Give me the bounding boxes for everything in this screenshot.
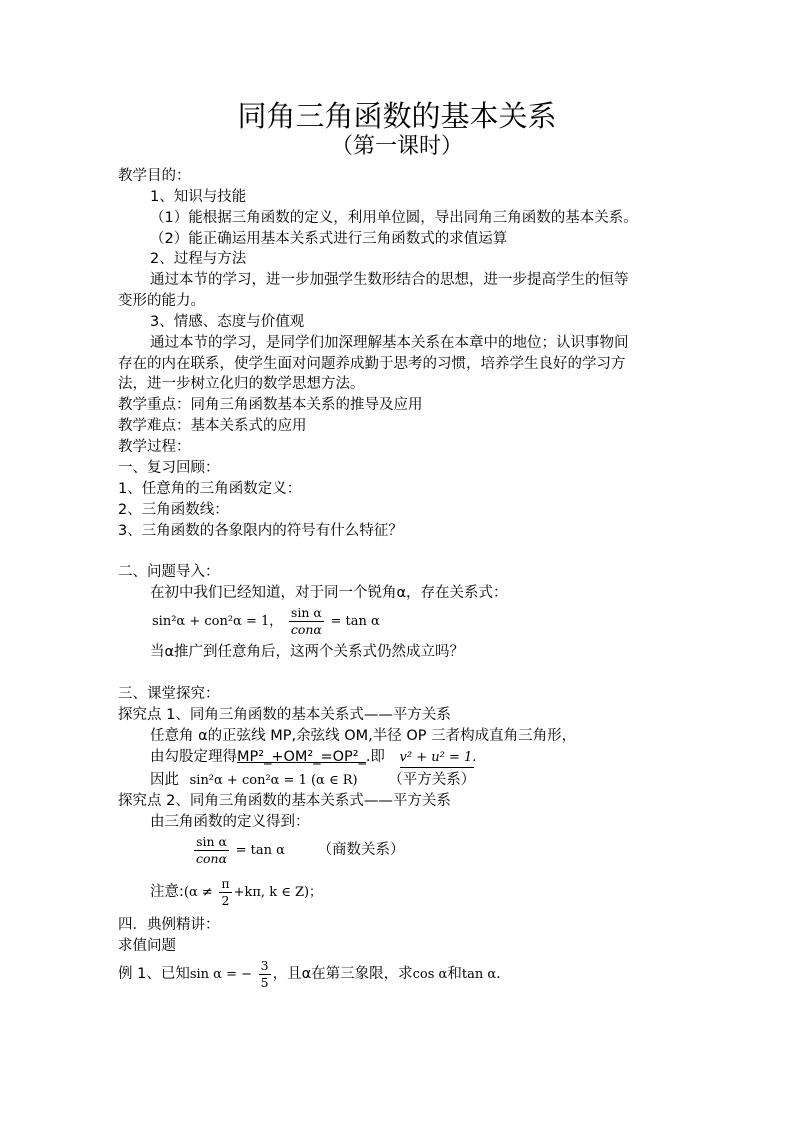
underline-rule (400, 767, 474, 768)
denominator-text: conα (290, 621, 322, 637)
fraction-denominator (289, 621, 324, 638)
text-span: 例 1、已知 (118, 966, 190, 982)
formula-text: cos α (412, 967, 448, 982)
page-title: 同角三角函数的基本关系 (237, 99, 557, 133)
text-line: 存在的内在联系，使学生面对问题养成勤于思考的习惯，培养学生良好的学习方 (118, 356, 626, 372)
fraction-denominator: 5 (260, 974, 269, 990)
text-span: 和 (447, 966, 462, 982)
section-heading: 一、复习回顾： (118, 460, 220, 476)
text-line (150, 770, 475, 791)
fraction (289, 605, 324, 638)
text-line: 求值问题 (118, 938, 176, 954)
formula-text: = tan α (235, 843, 285, 858)
formula-text: = tan α (330, 614, 380, 629)
fraction-numerator: sin α (290, 604, 322, 620)
text-line: 探究点 2、同角三角函数的基本关系式——平方关系 (118, 793, 451, 809)
text-line: 教学重点：同角三角函数基本关系的推导及应用 (118, 397, 423, 413)
fraction-numerator: sin α (196, 833, 227, 849)
fraction-denominator: 2 (219, 892, 231, 909)
text-line: 3、三角函数的各象限内的符号有什么特征？ (118, 523, 403, 539)
underlined-answer: MP²_+OM²_=OP²_ (237, 749, 366, 765)
text-line: 变形的能力。 (118, 293, 205, 309)
formula-quotient (192, 832, 405, 869)
formula-text: v² + u² = 1. (399, 750, 477, 765)
text-span: 注意: (150, 884, 184, 900)
formula-pythagorean-quotient (152, 603, 380, 640)
section-heading: 四．典例精讲： (118, 917, 220, 933)
text-line: 通过本节的学习，进一步加强学生数形结合的思想，进一步提高学生的恒等 (150, 272, 629, 288)
text-line (150, 747, 476, 768)
fraction-numerator: π (221, 875, 230, 891)
text-span: 因此 (150, 772, 179, 788)
text-span: .即 (365, 749, 385, 765)
section-heading: 二、问题导入： (118, 564, 220, 580)
text-line: （1）能根据三角函数的定义，利用单位圆，导出同角三角函数的基本关系。 (150, 210, 638, 226)
fraction (219, 876, 231, 909)
text-line: 任意角 α的正弦线 MP,余弦线 OM,半径 OP 三者构成直角三角形， (150, 728, 577, 744)
text-line: 当α推广到任意角后，这两个关系式仍然成立吗？ (150, 644, 465, 660)
text-line: 2、三角函数线： (118, 502, 229, 518)
text-line: 1、知识与技能 (150, 189, 247, 205)
denominator-text: conα (196, 850, 228, 866)
text-span: 由勾股定理得 (150, 749, 237, 765)
fraction (194, 834, 229, 867)
text-line: 在初中我们已经知道，对于同一个锐角α，存在关系式： (150, 585, 508, 601)
page-subtitle: （第一课时） (330, 134, 463, 159)
text-span: ，且α在第三象限，求 (272, 966, 413, 982)
formula-text: (α ≠ (183, 885, 213, 900)
text-line (150, 874, 322, 911)
example-line (118, 955, 501, 994)
text-line: 教学过程： (118, 439, 191, 455)
text-line: 1、任意角的三角函数定义： (118, 481, 302, 497)
formula-text: sin²α + con²α = 1， (152, 614, 283, 629)
text-span: （平方关系） (388, 772, 476, 788)
text-line: 2、过程与方法 (150, 251, 247, 267)
text-line: 教学目的： (118, 168, 191, 184)
formula-text: sin α = − (189, 967, 253, 982)
text-line: （2）能正确运用基本关系式进行三角函数式的求值运算 (150, 231, 508, 247)
fraction (259, 958, 271, 991)
text-line: 通过本节的学习，是同学们加深理解基本关系在本章中的地位；认识事物间 (150, 335, 629, 351)
fraction-denominator (194, 850, 229, 867)
text-span: . (496, 966, 501, 982)
formula-text: tan α (461, 967, 497, 982)
text-span: （商数关系） (317, 842, 405, 858)
formula-text: sin²α + con²α = 1 (α ∈ R) (189, 773, 358, 788)
formula-text: +kπ, k ∈ Z)； (233, 885, 323, 900)
text-line: 由三角函数的定义得到： (150, 814, 310, 830)
section-heading: 三、课堂探究： (118, 686, 220, 702)
text-line: 教学难点：基本关系式的应用 (118, 418, 307, 434)
text-line: 探究点 1、同角三角函数的基本关系式——平方关系 (118, 707, 451, 723)
text-line: 3、情感、态度与价值观 (150, 314, 305, 330)
fraction-numerator: 3 (260, 957, 269, 973)
text-line: 法，进一步树立化归的数学思想方法。 (118, 376, 365, 392)
